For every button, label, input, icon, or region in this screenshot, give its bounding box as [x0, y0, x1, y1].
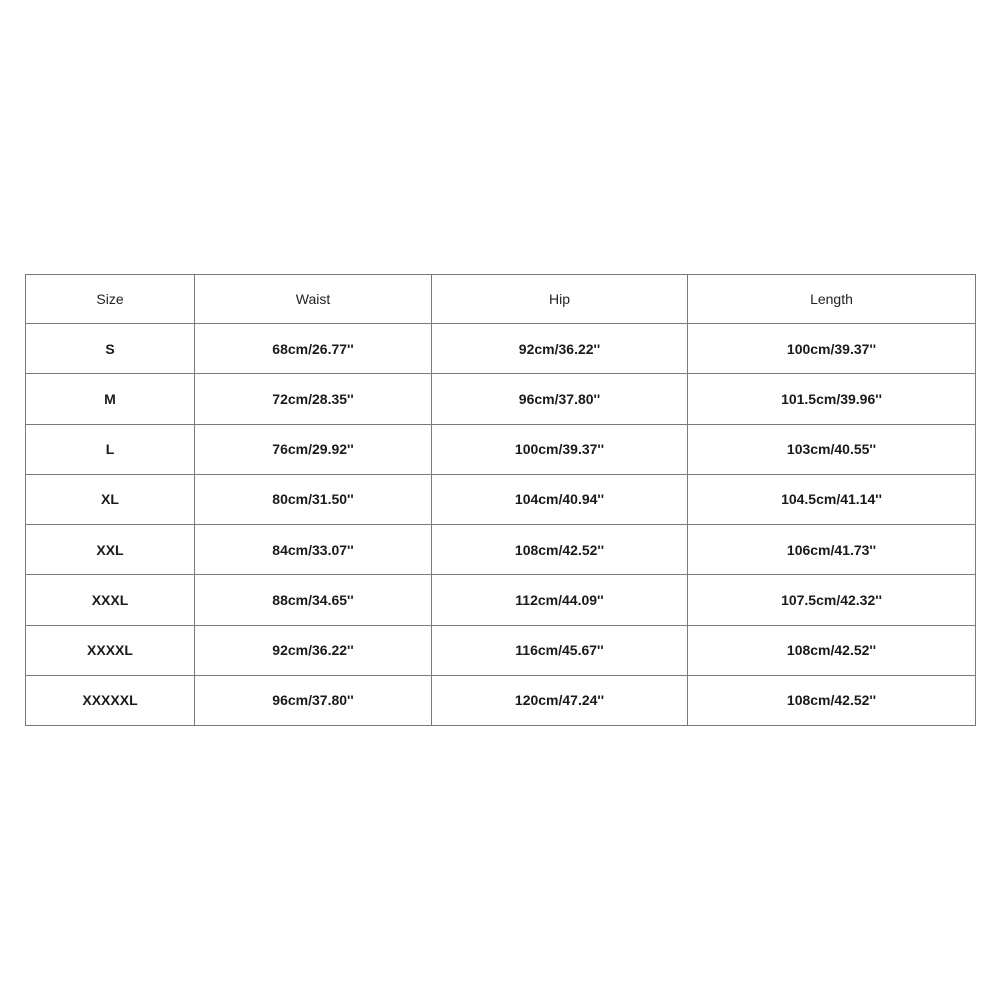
table-row [26, 525, 976, 575]
size-chart-table [25, 274, 976, 726]
table-row [26, 575, 976, 625]
hip-cell: 96cm/37.80'' [432, 374, 688, 424]
table-row [26, 675, 976, 725]
waist-cell: 80cm/31.50'' [195, 474, 432, 524]
waist-cell: 76cm/29.92'' [195, 424, 432, 474]
size-cell: XXXXXL [26, 675, 195, 725]
size-cell: XL [26, 474, 195, 524]
size-cell: XXXL [26, 575, 195, 625]
length-cell: 108cm/42.52'' [688, 625, 976, 675]
size-cell: M [26, 374, 195, 424]
hip-cell: 120cm/47.24'' [432, 675, 688, 725]
length-cell: 103cm/40.55'' [688, 424, 976, 474]
length-cell: 106cm/41.73'' [688, 525, 976, 575]
size-cell: S [26, 324, 195, 374]
table-row [26, 424, 976, 474]
waist-cell: 96cm/37.80'' [195, 675, 432, 725]
header-waist: Waist [195, 275, 432, 324]
hip-cell: 108cm/42.52'' [432, 525, 688, 575]
length-cell: 101.5cm/39.96'' [688, 374, 976, 424]
size-cell: XXL [26, 525, 195, 575]
length-cell: 104.5cm/41.14'' [688, 474, 976, 524]
length-cell: 107.5cm/42.32'' [688, 575, 976, 625]
table-row [26, 324, 976, 374]
table-row [26, 625, 976, 675]
hip-cell: 104cm/40.94'' [432, 474, 688, 524]
header-length: Length [688, 275, 976, 324]
table-row [26, 474, 976, 524]
waist-cell: 88cm/34.65'' [195, 575, 432, 625]
length-cell: 100cm/39.37'' [688, 324, 976, 374]
hip-cell: 92cm/36.22'' [432, 324, 688, 374]
header-row [26, 275, 976, 324]
hip-cell: 112cm/44.09'' [432, 575, 688, 625]
table-row [26, 374, 976, 424]
hip-cell: 100cm/39.37'' [432, 424, 688, 474]
waist-cell: 68cm/26.77'' [195, 324, 432, 374]
size-cell: L [26, 424, 195, 474]
waist-cell: 84cm/33.07'' [195, 525, 432, 575]
length-cell: 108cm/42.52'' [688, 675, 976, 725]
size-cell: XXXXL [26, 625, 195, 675]
hip-cell: 116cm/45.67'' [432, 625, 688, 675]
waist-cell: 92cm/36.22'' [195, 625, 432, 675]
waist-cell: 72cm/28.35'' [195, 374, 432, 424]
header-size: Size [26, 275, 195, 324]
header-hip: Hip [432, 275, 688, 324]
